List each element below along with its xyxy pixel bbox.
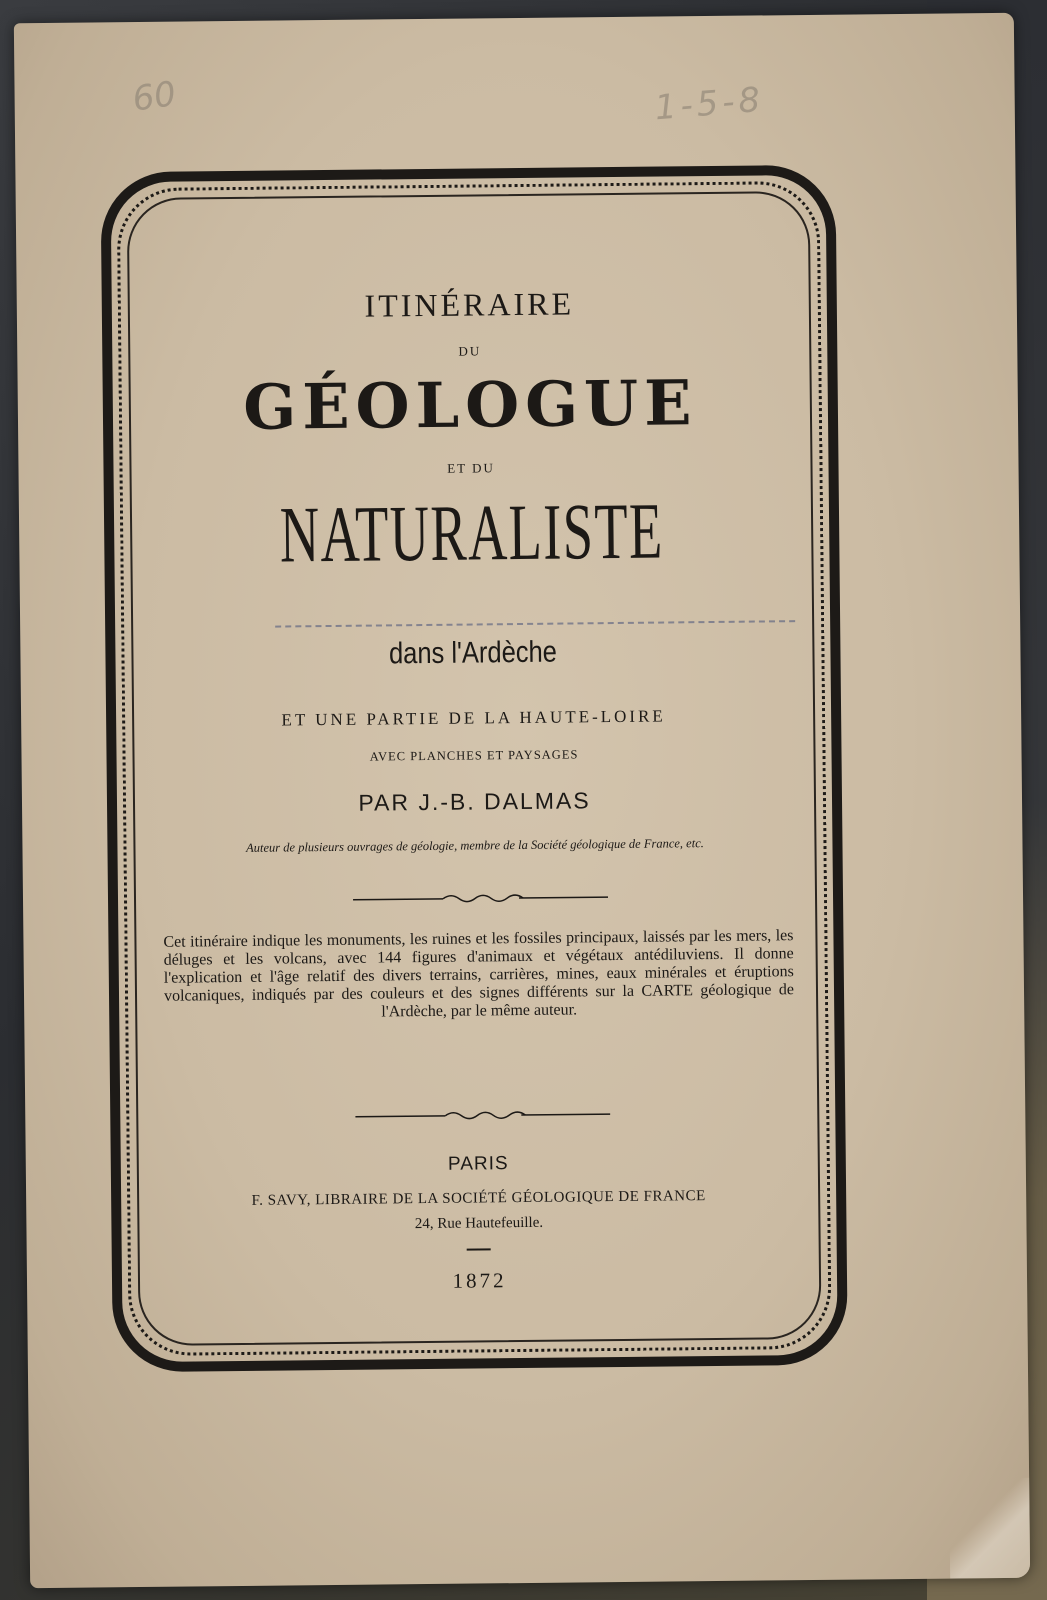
subtitle-planches: AVEC PLANCHES ET PAYSAGES [369, 747, 579, 764]
pencil-mark-right: 1-5-8 [653, 79, 766, 129]
title-itineraire: ITINÉRAIRE [364, 285, 575, 324]
description-paragraph: Cet itinéraire indique les monuments, les ruines et les fossiles principaux, laissés par les mers, les déluges et les volcans, avec 144 figures d'animaux et végétaux antédiluviens. Il donne l'explication et l'âge relatif des divers terrains, carrières, mines, eaux minérales et éruptions volcaniques, indiqués par des couleurs et des signes différents sur la CARTE géologique de l'Ardèche, par le même auteur. [163, 927, 795, 1021]
book-cover [14, 13, 1030, 1588]
publisher-address: 24, Rue Hautefeuille. [414, 1214, 544, 1233]
author-credentials: Auteur de plusieurs ouvrages de géologie, membre de la Société géologique de France, etc. [246, 836, 704, 855]
title-du: DU [458, 343, 482, 359]
pencil-mark-left: 60 [129, 73, 179, 120]
title-naturaliste: NATURALISTE [279, 487, 664, 580]
city: PARIS [447, 1153, 509, 1175]
cover-content [100, 165, 848, 1373]
title-et-du: ET DU [447, 460, 495, 476]
author-line: PAR J.-B. DALMAS [358, 787, 591, 816]
pencil-underline [275, 620, 795, 633]
publisher: F. SAVY, LIBRAIRE DE LA SOCIÉTÉ GÉOLOGIQUE DE FRANCE [251, 1188, 706, 1209]
corner-wear [949, 1478, 1030, 1579]
title-geologue: GÉOLOGUE [242, 366, 698, 444]
ornament-divider-bottom [355, 1107, 610, 1124]
short-rule [467, 1248, 491, 1250]
subtitle-ardeche: dans l'Ardèche [388, 635, 558, 671]
ornament-divider-top [353, 890, 608, 907]
publication-year: 1872 [452, 1268, 507, 1293]
subtitle-haute-loire: ET UNE PARTIE DE LA HAUTE-LOIRE [281, 706, 666, 730]
